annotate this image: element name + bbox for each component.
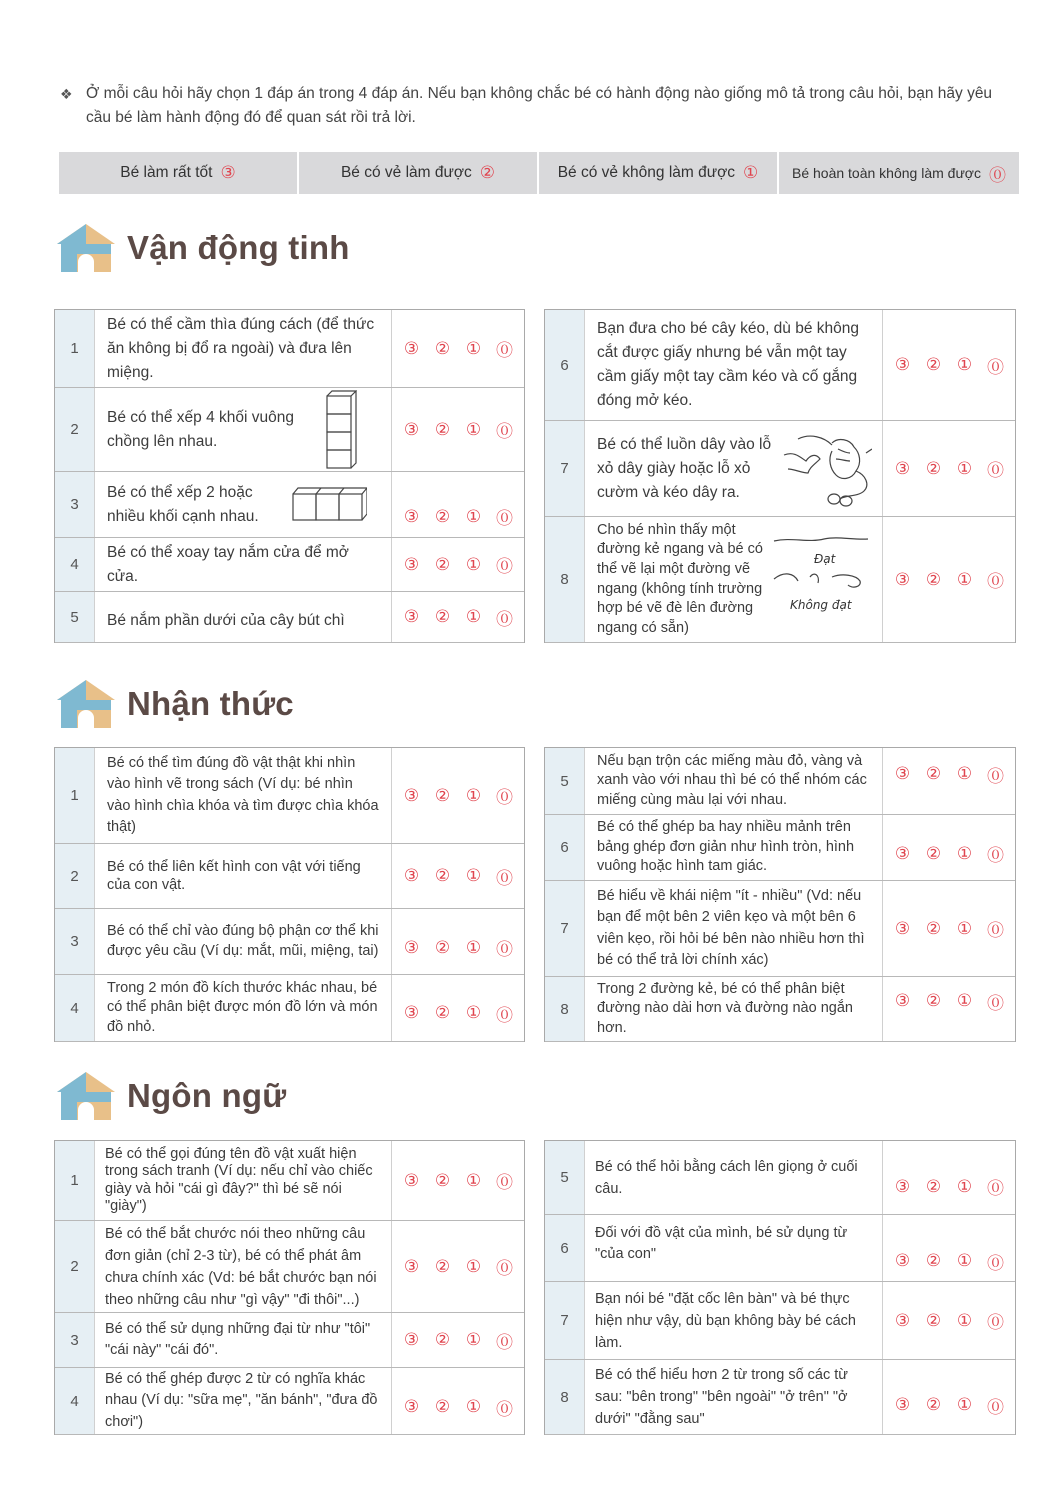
option-3[interactable]: ③ — [403, 506, 420, 526]
option-3[interactable]: ③ — [403, 1170, 420, 1190]
answer-options — [883, 517, 1015, 642]
question-row — [545, 310, 1015, 421]
answer-options — [883, 748, 1015, 814]
option-3[interactable]: ③ — [894, 1310, 911, 1330]
option-0[interactable]: ⓪ — [987, 357, 1004, 377]
score-3-icon: ③ — [220, 163, 236, 182]
option-0[interactable]: ⓪ — [987, 1313, 1004, 1332]
answer-legend — [59, 152, 1019, 194]
question-number: 3 — [55, 909, 95, 974]
question-text: Bé có thể hiểu hơn 2 từ trong số các từ sau: "bên trong" "bên ngoài" "ở trên" "ở dưới" "đằng sau" — [585, 1360, 883, 1434]
option-3[interactable]: ③ — [894, 991, 911, 1010]
question-table-fine-motor-right — [544, 309, 1016, 643]
option-0[interactable]: ⓪ — [496, 422, 513, 441]
option-2[interactable]: ② — [434, 1170, 451, 1190]
question-text: Bạn nói bé "đặt cốc lên bàn" và bé thực hiện như vậy, dù bạn không bày bé cách làm. — [585, 1282, 883, 1359]
option-1[interactable]: ① — [465, 1330, 482, 1349]
question-row — [545, 748, 1015, 815]
option-0[interactable]: ⓪ — [496, 341, 513, 360]
question-row — [55, 1313, 524, 1368]
option-0[interactable]: ⓪ — [496, 1173, 513, 1192]
question-text: Bé có thể ghép ba hay nhiều mảnh trên bảng ghép đơn giản như hình tròn, hình vuông hoặc hình tam giác. — [585, 815, 883, 880]
question-row — [545, 881, 1015, 977]
ok-label: Đạt — [814, 552, 836, 566]
option-1[interactable]: ① — [465, 937, 482, 957]
option-1[interactable]: ① — [956, 355, 973, 374]
question-text: Bé có thể ghép được 2 từ có nghĩa khác nhau (Ví dụ: "sữa mẹ", "ăn bánh", "đưa đồ chơi") — [95, 1368, 392, 1434]
option-2[interactable]: ② — [434, 1330, 451, 1349]
question-text: Đối với đồ vật của mình, bé sử dụng từ "của con" — [585, 1215, 883, 1281]
option-2[interactable]: ② — [925, 1395, 942, 1414]
option-1[interactable]: ① — [956, 1176, 973, 1196]
question-row — [55, 592, 524, 643]
question-text: Bé hiểu về khái niệm "ít - nhiều" (Vd: nếu bạn để một bên 2 viên kẹo và một bên 6 viên kẹo, rồi hỏi bé bên nào nhiều hơn thì bé có thể trả lời chính xác) — [585, 881, 883, 976]
answer-options — [392, 844, 524, 908]
question-text: Bé nắm phần dưới của cây bút chì — [95, 592, 392, 642]
answer-options — [392, 909, 524, 974]
answer-options — [883, 881, 1015, 976]
section-title: Nhận thức — [127, 685, 294, 722]
question-number: 1 — [55, 748, 95, 843]
option-3[interactable]: ③ — [894, 918, 911, 938]
question-text: Bé có thể xếp 2 hoặc nhiều khối cạnh nhau. — [95, 472, 392, 537]
option-0[interactable]: ⓪ — [987, 1179, 1004, 1198]
option-0[interactable]: ⓪ — [496, 557, 513, 576]
option-1[interactable]: ① — [465, 607, 482, 626]
question-text: Trong 2 món đồ kích thước khác nhau, bé có thể phân biệt được món đồ lớn và món đồ nhỏ. — [95, 975, 392, 1041]
legend-item-2: Bé có vẻ làm được ② — [299, 152, 537, 194]
question-text: Bạn đưa cho bé cây kéo, dù bé không cắt được giấy nhưng bé vẫn một tay cầm giấy một tay cầm kéo và cố gắng đóng mở kéo. — [585, 310, 883, 420]
option-1[interactable]: ① — [956, 1251, 973, 1270]
option-3[interactable]: ③ — [403, 785, 420, 805]
question-number: 6 — [545, 1215, 585, 1281]
question-text: Bé có thể cầm thìa đúng cách (để thức ăn không bị đổ ra ngoài) và đưa lên miệng. — [95, 310, 392, 387]
option-0[interactable]: ⓪ — [496, 788, 513, 807]
answer-options — [392, 975, 524, 1041]
section-header-language — [55, 1070, 286, 1122]
option-1[interactable]: ① — [465, 785, 482, 805]
question-row — [545, 977, 1015, 1042]
option-1[interactable]: ① — [956, 843, 973, 863]
question-row — [55, 909, 524, 975]
option-3[interactable]: ③ — [894, 1251, 911, 1270]
answer-options — [392, 538, 524, 591]
question-number: 7 — [545, 421, 585, 516]
section-header-fine-motor — [55, 222, 350, 274]
question-text: Bé có thể gọi đúng tên đồ vật xuất hiện trong sách tranh (Ví dụ: nếu chỉ vào chiếc giày và hỏi "cái gì đây?" thì bé sẽ nói "giày") — [95, 1141, 392, 1220]
option-0[interactable]: ⓪ — [987, 993, 1004, 1013]
option-2[interactable]: ② — [434, 338, 451, 358]
question-number: 7 — [545, 881, 585, 976]
house-icon — [55, 678, 117, 730]
option-2[interactable]: ② — [434, 554, 451, 574]
question-number: 5 — [545, 1141, 585, 1214]
question-text: Bé có thể chỉ vào đúng bộ phận cơ thể khi được yêu cầu (Ví dụ: mắt, mũi, miệng, tai) — [95, 909, 392, 974]
question-text: Bé có thể tìm đúng đồ vật thật khi nhìn vào hình vẽ trong sách (Ví dụ: bé nhìn vào hình chìa khóa và tìm được chìa khóa thật) — [95, 748, 392, 843]
option-1[interactable]: ① — [956, 918, 973, 938]
option-2[interactable]: ② — [925, 458, 942, 478]
question-row — [545, 1360, 1015, 1435]
section-header-cognition — [55, 678, 294, 730]
question-row — [55, 388, 524, 472]
house-icon — [55, 222, 117, 274]
option-2[interactable]: ② — [925, 843, 942, 863]
question-number: 2 — [55, 1221, 95, 1312]
question-number: 2 — [55, 844, 95, 908]
question-number: 4 — [55, 1368, 95, 1434]
option-0[interactable]: ⓪ — [987, 461, 1004, 480]
question-row — [55, 1221, 524, 1313]
answer-options — [392, 1221, 524, 1312]
question-number: 4 — [55, 538, 95, 591]
line-drawing-illustration — [772, 531, 872, 621]
option-0[interactable]: ⓪ — [987, 572, 1004, 591]
option-1[interactable]: ① — [465, 419, 482, 439]
question-row — [545, 815, 1015, 881]
question-row — [55, 538, 524, 592]
question-text: Cho bé nhìn thấy một đường kẻ ngang và bé có thể vẽ lại một đường vẽ ngang (không tính trường hợp bé vẽ đè lên đường ngang có sẵn) Đạt Không đạt — [585, 517, 883, 642]
question-text: Bé có thể liên kết hình con vật với tiếng của con vật. — [95, 844, 392, 908]
score-2-icon: ② — [479, 163, 496, 182]
question-table-language-right — [544, 1140, 1016, 1435]
option-3[interactable]: ③ — [403, 866, 420, 885]
option-2[interactable]: ② — [925, 918, 942, 938]
option-0[interactable]: ⓪ — [496, 1259, 513, 1278]
legend-item-1: Bé có vẻ không làm được ① — [539, 152, 777, 194]
question-number: 6 — [545, 815, 585, 880]
option-3[interactable]: ③ — [403, 1256, 420, 1276]
question-row — [545, 421, 1015, 517]
option-3[interactable]: ③ — [894, 1176, 911, 1196]
answer-options — [883, 815, 1015, 880]
option-0[interactable]: ⓪ — [987, 921, 1004, 940]
option-1[interactable]: ① — [956, 1310, 973, 1330]
question-text: Bé có thể xoay tay nắm cửa để mở cửa. — [95, 538, 392, 591]
option-2[interactable]: ② — [434, 1003, 451, 1022]
question-row — [55, 748, 524, 844]
option-2[interactable]: ② — [925, 1310, 942, 1330]
question-number: 3 — [55, 1313, 95, 1367]
option-0[interactable]: ⓪ — [496, 940, 513, 959]
score-0-icon: ⓪ — [989, 165, 1006, 185]
option-3[interactable]: ③ — [894, 355, 911, 374]
option-0[interactable]: ⓪ — [496, 1399, 513, 1419]
question-number: 6 — [545, 310, 585, 420]
answer-options — [392, 1141, 524, 1220]
answer-options — [883, 977, 1015, 1041]
question-table-language-left — [54, 1140, 525, 1435]
question-table-cognition-left — [54, 747, 525, 1042]
question-number: 8 — [545, 977, 585, 1041]
option-3[interactable]: ③ — [403, 937, 420, 957]
option-2[interactable]: ② — [925, 1251, 942, 1270]
question-number: 3 — [55, 472, 95, 537]
answer-options — [883, 421, 1015, 516]
question-row — [545, 517, 1015, 643]
option-2[interactable]: ② — [925, 569, 942, 589]
option-2[interactable]: ② — [434, 866, 451, 885]
answer-options — [392, 472, 524, 537]
option-1[interactable]: ① — [465, 1170, 482, 1190]
question-text: Bé có thể bắt chước nói theo những câu đơn giản (chỉ 2-3 từ), bé có thể phát âm chưa chính xác (Vd: bé bắt chước bạn nói theo những câu như "gì vậy" "đi thôi"...) — [95, 1221, 392, 1312]
question-row — [545, 1282, 1015, 1360]
option-1[interactable]: ① — [465, 1397, 482, 1416]
bullet-icon: ❖ — [60, 86, 73, 102]
question-text: Bé có thể luồn dây vào lỗ xỏ dây giày hoặc lỗ xỏ cườm và kéo dây ra. — [585, 421, 883, 516]
option-1[interactable]: ① — [465, 1256, 482, 1276]
option-3[interactable]: ③ — [403, 554, 420, 574]
question-table-cognition-right — [544, 747, 1016, 1042]
option-2[interactable]: ② — [434, 607, 451, 626]
option-1[interactable]: ① — [956, 991, 973, 1010]
question-row — [55, 310, 524, 388]
answer-options — [883, 310, 1015, 420]
option-3[interactable]: ③ — [894, 764, 911, 783]
answer-options — [392, 388, 524, 471]
answer-options — [883, 1282, 1015, 1359]
option-3[interactable]: ③ — [403, 419, 420, 439]
option-0[interactable]: ⓪ — [987, 766, 1004, 786]
option-0[interactable]: ⓪ — [496, 1005, 513, 1025]
question-text: Bé có thể hỏi bằng cách lên giọng ở cuối câu. — [585, 1141, 883, 1214]
option-1[interactable]: ① — [956, 569, 973, 589]
option-2[interactable]: ② — [925, 355, 942, 374]
option-1[interactable]: ① — [465, 554, 482, 574]
answer-options — [883, 1215, 1015, 1281]
option-0[interactable]: ⓪ — [987, 1397, 1004, 1417]
option-0[interactable]: ⓪ — [496, 1332, 513, 1352]
instructions-text: Ở mỗi câu hỏi hãy chọn 1 đáp án trong 4 đáp án. Nếu bạn không chắc bé có hành động nào giống mô tả trong câu hỏi, bạn hãy yêu cầu bé làm hành động đó để quan sát rồi trả lời. — [86, 85, 993, 126]
question-table-fine-motor-left — [54, 309, 525, 643]
answer-options — [392, 748, 524, 843]
question-row — [55, 975, 524, 1042]
question-row — [55, 1141, 524, 1221]
option-1[interactable]: ① — [956, 1395, 973, 1414]
option-1[interactable]: ① — [465, 866, 482, 885]
question-row — [545, 1215, 1015, 1282]
answer-options — [392, 1313, 524, 1367]
question-number: 5 — [545, 748, 585, 814]
option-1[interactable]: ① — [956, 764, 973, 783]
side-by-side-blocks-illustration — [291, 486, 367, 524]
option-2[interactable]: ② — [925, 1176, 942, 1196]
question-text: Bé có thể sử dụng những đại từ như "tôi" "cái này" "cái đó". — [95, 1313, 392, 1367]
instructions — [60, 82, 1010, 130]
option-3[interactable]: ③ — [403, 1397, 420, 1416]
answer-options — [883, 1360, 1015, 1434]
option-1[interactable]: ① — [956, 458, 973, 478]
score-1-icon: ① — [743, 163, 759, 182]
answer-options — [392, 310, 524, 387]
question-row — [545, 1141, 1015, 1215]
question-row — [55, 1368, 524, 1435]
question-row — [55, 472, 524, 538]
option-3[interactable]: ③ — [894, 458, 911, 478]
option-2[interactable]: ② — [925, 991, 942, 1010]
house-icon — [55, 1070, 117, 1122]
option-0[interactable]: ⓪ — [987, 1253, 1004, 1273]
question-number: 1 — [55, 310, 95, 387]
option-3[interactable]: ③ — [403, 607, 420, 626]
question-number: 8 — [545, 517, 585, 642]
question-number: 1 — [55, 1141, 95, 1220]
option-3[interactable]: ③ — [403, 338, 420, 358]
option-0[interactable]: ⓪ — [496, 609, 513, 629]
section-title: Vận động tinh — [127, 229, 350, 266]
option-1[interactable]: ① — [465, 338, 482, 358]
question-number: 2 — [55, 388, 95, 471]
legend-item-0: Bé hoàn toàn không làm được ⓪ — [779, 152, 1019, 194]
option-2[interactable]: ② — [434, 419, 451, 439]
option-3[interactable]: ③ — [894, 843, 911, 863]
option-2[interactable]: ② — [434, 506, 451, 526]
option-0[interactable]: ⓪ — [496, 509, 513, 528]
option-1[interactable]: ① — [465, 1003, 482, 1022]
question-number: 7 — [545, 1282, 585, 1359]
question-number: 5 — [55, 592, 95, 642]
option-2[interactable]: ② — [925, 764, 942, 783]
option-2[interactable]: ② — [434, 937, 451, 957]
option-0[interactable]: ⓪ — [987, 846, 1004, 865]
legend-item-3: Bé làm rất tốt ③ — [59, 152, 297, 194]
option-3[interactable]: ③ — [894, 569, 911, 589]
answer-options — [392, 592, 524, 642]
section-title: Ngôn ngữ — [127, 1077, 287, 1114]
option-3[interactable]: ③ — [894, 1395, 911, 1414]
question-text: Trong 2 đường kẻ, bé có thể phân biệt đường nào dài hơn và đường nào ngắn hơn. — [585, 977, 883, 1041]
option-2[interactable]: ② — [434, 1397, 451, 1416]
option-3[interactable]: ③ — [403, 1330, 420, 1349]
question-number: 4 — [55, 975, 95, 1041]
option-3[interactable]: ③ — [403, 1003, 420, 1022]
answer-options — [392, 1368, 524, 1434]
option-2[interactable]: ② — [434, 785, 451, 805]
not-ok-label: Không đạt — [790, 598, 852, 612]
question-text: Bé có thể xếp 4 khối vuông chồng lên nhau. — [95, 388, 392, 471]
question-number: 8 — [545, 1360, 585, 1434]
question-row — [55, 844, 524, 909]
answer-options — [883, 1141, 1015, 1214]
option-2[interactable]: ② — [434, 1256, 451, 1276]
lacing-hands-illustration — [780, 429, 872, 509]
stacked-blocks-illustration — [325, 390, 357, 470]
option-0[interactable]: ⓪ — [496, 868, 513, 888]
question-text: Nếu bạn trộn các miếng màu đỏ, vàng và xanh vào với nhau thì bé có thể nhóm các miếng cùng màu lại với nhau. — [585, 748, 883, 814]
option-1[interactable]: ① — [465, 506, 482, 526]
